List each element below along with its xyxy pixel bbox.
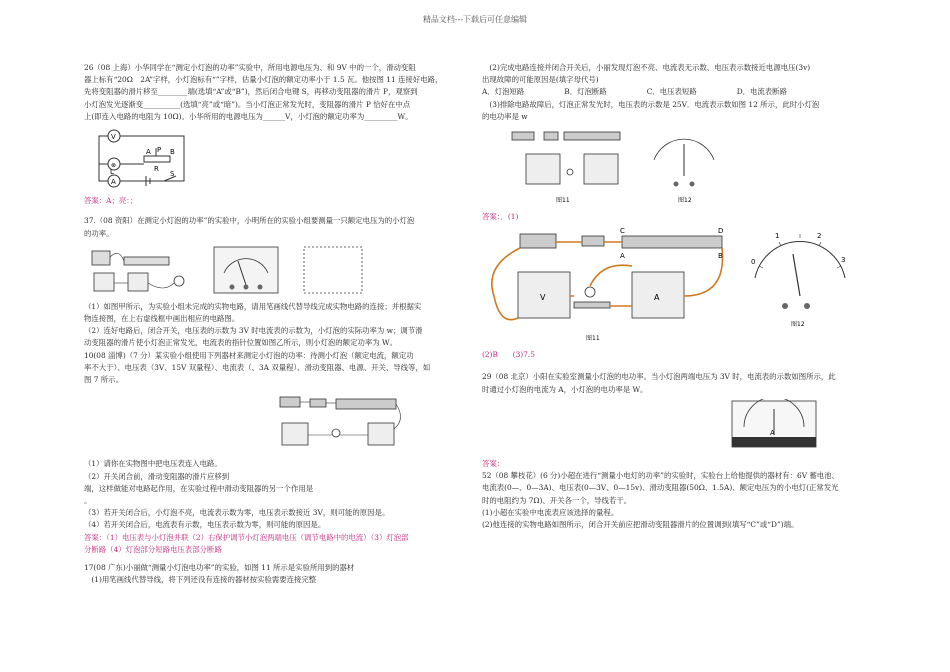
q29-line: 时通过小灯泡的电流为 A，小灯泡的电功率是 W。: [482, 384, 648, 394]
q17-answer: 答案：．(1): [482, 212, 519, 222]
svg-text:A: A: [654, 293, 660, 303]
svg-text:1: 1: [775, 232, 780, 241]
q10-body-line: 。: [84, 496, 92, 506]
q26-circuit-diagram: [84, 126, 476, 192]
q52-line: (1)小超在实验中电流表应该选择的量程。: [482, 507, 619, 517]
q10-line: 率不大于）、电压表（3V、15V 双量程）、电流表（、3A 双量程）、滑动变阻器、电源、开关、导线等，如: [84, 362, 431, 372]
q10-apparatus-figure: [84, 389, 476, 455]
q37-body-line: （2）连好电路后，闭合开关，电压表的示数为 3V 时电流表的示数为，小灯泡的实际功率为 w；调节滑: [84, 326, 423, 336]
svg-text:A: A: [146, 148, 151, 157]
left-column: [84, 62, 476, 586]
svg-text:C: C: [620, 227, 625, 236]
fig11-fig12-small: [482, 126, 882, 208]
q10-answer-line: 答案：（1）电压表与小灯泡并联（2）右保护调节小灯泡两端电压（调节电路中的电流）（3）灯泡部: [84, 532, 409, 542]
q37-dashed-box: [300, 243, 366, 298]
svg-text:图12: 图12: [678, 197, 692, 205]
fig12-large: [745, 226, 855, 336]
option-a: A．灯泡短路: [482, 87, 525, 97]
q17-options: [482, 86, 882, 98]
q52-line: (2)他连接的实物电路如图所示，闭合开关前应把滑动变阻器滑片的位置调到(填写“C”或“D”)端。: [482, 520, 799, 530]
svg-text:D: D: [718, 227, 724, 236]
svg-text:⊗: ⊗: [111, 162, 117, 170]
q37-body-line: 物连接图，在上右虚线框中画出相应的电路图。: [84, 314, 240, 324]
q29-answer: 答案：: [482, 459, 505, 469]
fig12-small: [644, 126, 724, 208]
svg-text:B: B: [718, 252, 723, 261]
q10-line: 图 7 所示。: [84, 375, 123, 385]
fig11-small: [506, 126, 626, 208]
q17-line: (1)用笔画线代替导线，将下列还没有连接的器材按实验需要连接完整: [84, 575, 317, 585]
q26-line: 上(即连入电路的电阻为 10Ω)。小华所用的电源电压为______V，小灯泡的额定功率为_________W。: [84, 111, 413, 121]
q37-line: 37.（08 资阳）在测定小灯泡的功率”的实验中，小明所在的实验小组要测量一只额定电压为的小灯泡: [84, 216, 415, 226]
option-c: C．电压表短路: [646, 87, 697, 97]
q10-body-line: 端，这样做能对电路起作用，在实验过程中滑动变阻器的另一个作用是: [84, 483, 314, 493]
q29-ammeter-figure: [482, 399, 882, 455]
q26-line: 小灯泡发光逐渐变__________(选填“亮”或“暗”)。当小灯泡正常发光时，变阻器的滑片 P 恰好在中点: [84, 99, 411, 109]
q10-body-line: （3）若开关闭合后，小灯泡不亮，电流表示数为零，电压表示数接近 3V，则可能的原因是。: [84, 508, 390, 518]
fig11-fig12-large: [482, 226, 882, 346]
svg-text:A: A: [620, 252, 625, 261]
q37-apparatus-figure: [84, 243, 194, 298]
q17-cont2-line: 的电功率是 w: [482, 111, 528, 121]
q10-body-line: （1）请你在实物图中把电压表连入电路。: [84, 459, 222, 469]
svg-text:0: 0: [751, 258, 756, 267]
option-d: D．电流表断路: [736, 87, 787, 97]
q52-line: 时的电阻约为 7Ω)、开关各一个，导线若干。: [482, 495, 632, 505]
q10-body-line: （4）若开关闭合后，电流表有示数，电压表示数为零，则可能的原因是。: [84, 520, 326, 530]
q10-body-line: （2）开关闭合前，滑动变阻器的滑片应移到: [84, 471, 230, 481]
q26-line: 26（08 上海）小华同学在“测定小灯泡的功率”实验中，所用电源电压为、和 9V 中的一个，滑动变阻: [84, 63, 416, 72]
fig11-large: [482, 226, 727, 346]
q52-line: 52（08 攀枝花）(6 分)小超在进行“测量小电灯的功率”的实验时，实验台上给他提供的器材有：6V 蓄电池、: [482, 471, 839, 481]
svg-text:P: P: [157, 146, 162, 155]
q37-body-line: （1）如图甲所示，为实验小组未完成的实物电路，请用笔画线代替导线完成实物电路的连接；并根据实: [84, 301, 422, 311]
svg-text:2: 2: [817, 232, 822, 241]
q10-line: 10(08 淄博)（7 分）某实验小组使用下列器材来测定小灯泡的功率：待测小灯泡（额定电流，额定功: [84, 350, 414, 360]
q17-cont-line: (2)完成电路连接并闭合开关后，小丽发现灯泡不亮、电流表无示数、电压表示数接近电源电压(3v): [482, 63, 811, 72]
svg-text:3: 3: [841, 256, 846, 265]
q17-cont-line: 出现故障的可能原因是(填字母代号): [482, 75, 599, 85]
q37-body-line: 动变阻器的滑片使小灯泡正常发光，电流表的指针位置如图乙所示，则小灯泡的额定功率为 W。: [84, 338, 397, 348]
svg-text:A: A: [111, 178, 116, 187]
q17-cont2-line: (3)排除电路故障后，灯泡正常发光时，电压表的示数是 25V．电流表示数如图 12 所示，此时小灯泡: [482, 99, 820, 109]
svg-text:图11: 图11: [556, 197, 570, 205]
svg-text:A: A: [770, 428, 775, 437]
q26-line: 先将变阻器的滑片移至________端(选填“A”或“B”)，然后闭合电键 S，再移动变阻器的滑片 P，观察到: [84, 87, 418, 97]
q17-answer-2: (2)B (3)7.5: [482, 350, 535, 360]
q37-line: 的功率。: [84, 228, 114, 238]
svg-text:V: V: [111, 133, 116, 142]
q26-line: 器上标有“20Ω 2A”字样，小灯泡标有“”字样，估量小灯泡的额定功率小于 1.5 瓦。他按图 11 连接好电路，: [84, 75, 443, 85]
page-header: 精品文档---下载后可任意编辑: [422, 15, 528, 24]
right-column: [482, 62, 882, 531]
option-b: B．灯泡断路: [564, 87, 607, 97]
svg-text:V: V: [540, 293, 546, 303]
q10-answer-line: 分断路（4）灯泡部分短路电压表部分断路: [84, 544, 222, 554]
q17-line: 17(08 广东)小丽做“测量小灯泡电功率”的实验，如图 11 所示是实验所用到的器材: [84, 563, 355, 573]
svg-text:R: R: [154, 165, 159, 174]
q52-line: 电流表(0—、0—3A)、电压表(0—3V、0—15v)、滑动变阻器(50Ω、1.5A)、额定电压为的小电灯(正常发光: [482, 483, 839, 493]
q37-figures: [84, 243, 476, 298]
svg-text:B: B: [170, 148, 175, 157]
q29-line: 29（08 北京）小阳在实验室测量小灯泡的电功率。当小灯泡两端电压为 3V 时，电流表的示数如图所示，此: [482, 372, 836, 382]
svg-text:S: S: [170, 170, 175, 179]
svg-text:图12: 图12: [791, 321, 805, 329]
svg-text:L: L: [110, 168, 114, 177]
q26-answer: 答案：A；亮：；: [84, 196, 138, 206]
svg-text:图11: 图11: [586, 335, 600, 343]
q37-ammeter-dial: [212, 243, 282, 298]
